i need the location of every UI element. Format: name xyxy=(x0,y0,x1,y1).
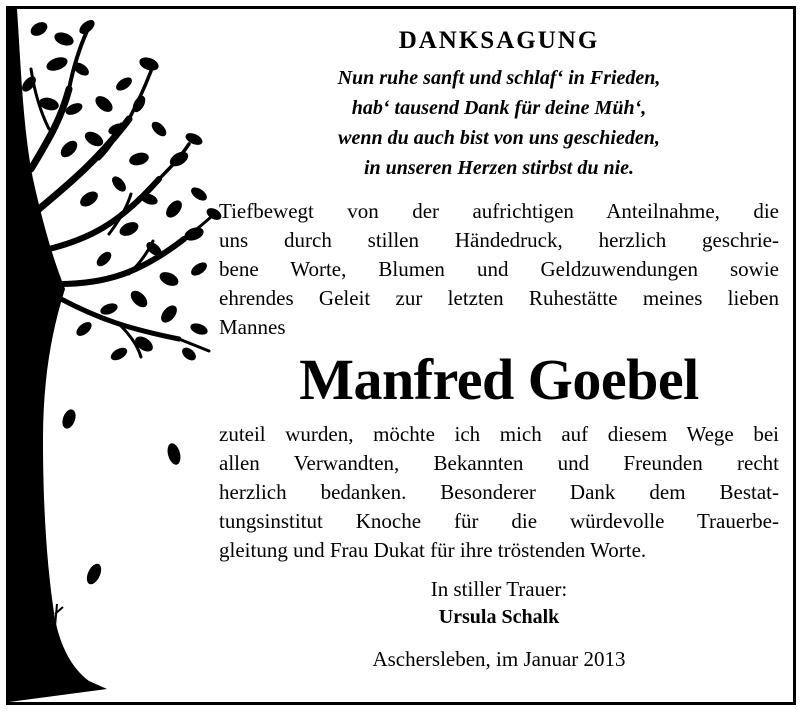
paragraph-line: Tiefbewegt von der aufrichtigen Anteilnahme, die xyxy=(219,199,779,223)
paragraph-line: ehrendes Geleit zur letzten Ruhestätte meines lieben xyxy=(219,286,779,310)
notice-title: DANKSAGUNG xyxy=(398,27,600,54)
tree-silhouette-icon xyxy=(9,9,224,702)
paragraph-line: gleitung und Frau Dukat für ihre tröstenden Worte. xyxy=(219,538,647,562)
paragraph-line: allen Verwandten, Bekannten und Freunden recht xyxy=(219,451,779,475)
poem-line: wenn du auch bist von uns geschieden, xyxy=(338,127,660,149)
place-and-date: Aschersleben, im Januar 2013 xyxy=(372,647,626,671)
obituary-notice xyxy=(6,6,796,705)
closing-phrase: In stiller Trauer: xyxy=(430,577,568,601)
poem-line: hab‘ tausend Dank für deine Müh‘, xyxy=(351,97,647,119)
poem-line: Nun ruhe sanft und schlaf‘ in Frieden, xyxy=(337,67,661,89)
paragraph-line: uns durch stillen Händedruck, herzlich geschrie- xyxy=(219,228,779,252)
deceased-name: Manfred Goebel xyxy=(299,347,699,412)
paragraph-line: zuteil wurden, möchte ich mich auf diesem Wege bei xyxy=(219,422,779,446)
paragraph-line: tungsinstitut Knoche für die würdevolle Trauerbe- xyxy=(219,509,779,533)
paragraph-line: herzlich bedanken. Besonderer Dank dem Bestat- xyxy=(219,480,779,504)
paragraph-line: Mannes xyxy=(219,315,286,339)
thanks-paragraph-2 xyxy=(219,420,779,565)
notice-content xyxy=(219,27,779,673)
thanks-paragraph-1 xyxy=(219,197,779,342)
memorial-poem xyxy=(219,63,779,183)
signer-name: Ursula Schalk xyxy=(438,606,560,628)
paragraph-line: bene Worte, Blumen und Geldzuwendungen sowie xyxy=(219,257,779,281)
poem-line: in unseren Herzen stirbst du nie. xyxy=(363,157,635,179)
